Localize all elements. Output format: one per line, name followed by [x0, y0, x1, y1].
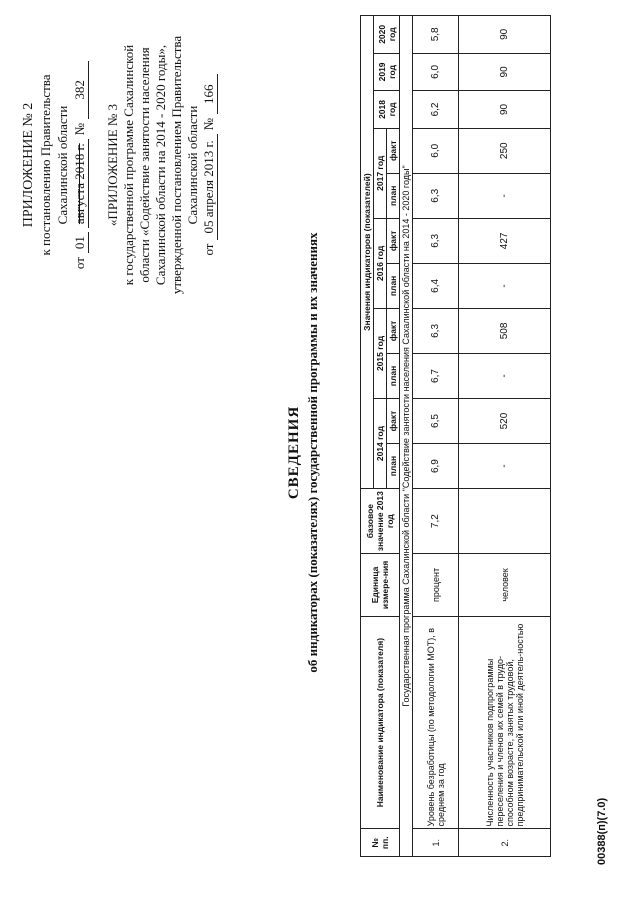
row-2019: 6,0	[413, 53, 459, 91]
row-2016-fact: 427	[459, 218, 551, 263]
table-row	[413, 16, 459, 857]
program-line4: утвержденной постановлением Правительства	[169, 35, 184, 295]
heading-subtitle: об индикаторах (показателях) государственной программы и их значениях	[305, 232, 320, 673]
header-unit: Единица измере-ния	[361, 554, 400, 617]
row-name: Численность участников подпрограммы переселения и членов их семей в трудо-способном возрасте, занятых трудовой, предпринимательской или иной деятель-ностью	[459, 616, 551, 829]
header-year-2019: 2019 год	[374, 53, 400, 91]
row-2016-plan: -	[459, 263, 551, 308]
table-header-row-1	[361, 16, 374, 857]
appendix-from-label: от	[72, 257, 87, 270]
row-2016-fact: 6,3	[413, 218, 459, 263]
header-plan: план	[387, 444, 400, 489]
program-date: 05 апреля 2013 г.	[201, 134, 218, 239]
row-2015-fact: 508	[459, 308, 551, 353]
header-year-2017: 2017 год	[374, 128, 387, 218]
row-2015-plan: -	[459, 353, 551, 398]
indicators-table	[360, 15, 551, 857]
program-title: «ПРИЛОЖЕНИЕ № 3	[105, 103, 120, 227]
row-num: 2.	[459, 829, 551, 857]
row-unit: процент	[413, 554, 459, 617]
program-line3: Сахалинской области на 2014 - 2020 годы»,	[153, 44, 168, 286]
program-line1: к государственной программе Сахалинской	[121, 44, 136, 286]
row-name: Уровень безработицы (по методологии МОТ), в среднем за год	[413, 616, 459, 829]
header-plan: план	[387, 353, 400, 398]
header-plan: план	[387, 173, 400, 218]
header-plan: план	[387, 263, 400, 308]
program-date-row	[201, 0, 218, 345]
header-fact: факт	[387, 399, 400, 444]
row-unit: человек	[459, 554, 551, 617]
appendix-title: ПРИЛОЖЕНИЕ № 2	[21, 102, 36, 228]
header-year-2016: 2016 год	[374, 218, 387, 308]
document-heading	[286, 0, 321, 905]
header-year-2014: 2014 год	[374, 399, 387, 489]
header-base: базовое значение 2013 год	[361, 489, 400, 554]
header-year-2018: 2018 год	[374, 91, 400, 129]
header-fact: факт	[387, 128, 400, 173]
row-2017-fact: 250	[459, 128, 551, 173]
program-number: 166	[201, 74, 218, 114]
row-2020: 90	[459, 16, 551, 54]
row-2020: 5,8	[413, 16, 459, 54]
header-year-2015: 2015 год	[374, 308, 387, 398]
row-2018: 6,2	[413, 91, 459, 129]
row-2017-plan: 6,3	[413, 173, 459, 218]
program-line5: Сахалинской области	[185, 105, 200, 225]
row-2015-fact: 6,3	[413, 308, 459, 353]
header-fact: факт	[387, 218, 400, 263]
row-2017-fact: 6,0	[413, 128, 459, 173]
program-row-cell: Государственная программа Сахалинской области "Содействие занятости населения Сахалинской области на 2014 - 2020 годы"	[400, 16, 413, 857]
row-2016-plan: 6,4	[413, 263, 459, 308]
header-num: № пп.	[361, 829, 400, 857]
appendix-num-label: №	[72, 122, 87, 136]
row-num: 1.	[413, 829, 459, 857]
row-2019: 90	[459, 53, 551, 91]
heading-title: СВЕДЕНИЯ	[286, 405, 302, 500]
program-appendix-block	[105, 0, 218, 345]
appendix-line1: к постановлению Правительства	[38, 74, 53, 256]
program-num-label: №	[201, 117, 216, 131]
row-2014-fact: 520	[459, 399, 551, 444]
header-name: Наименование индикатора (показателя)	[361, 616, 400, 829]
appendix-date-row	[71, 0, 89, 345]
appendix-number: 382	[71, 61, 89, 119]
appendix-block	[20, 0, 89, 345]
table-row	[459, 16, 551, 857]
header-values: Значения индикаторов (показателей)	[361, 16, 374, 489]
row-2015-plan: 6,7	[413, 353, 459, 398]
row-2014-plan: -	[459, 444, 551, 489]
appendix-month-year: августа 2018 г.	[71, 139, 89, 228]
row-2017-plan: -	[459, 173, 551, 218]
row-base: 7,2	[413, 489, 459, 554]
appendix-line2: Сахалинской области	[55, 105, 70, 225]
row-2018: 90	[459, 91, 551, 129]
program-from-label: от	[201, 243, 216, 256]
table-program-row	[400, 16, 413, 857]
row-2014-fact: 6,5	[413, 399, 459, 444]
appendix-day: 01	[71, 232, 89, 253]
program-line2: области «Содействие занятости населения	[137, 47, 152, 283]
row-2014-plan: 6,9	[413, 444, 459, 489]
footer-code: 00388(п)(7.0)	[596, 797, 608, 865]
row-base	[459, 489, 551, 554]
header-fact: факт	[387, 308, 400, 353]
header-year-2020: 2020 год	[374, 16, 400, 54]
